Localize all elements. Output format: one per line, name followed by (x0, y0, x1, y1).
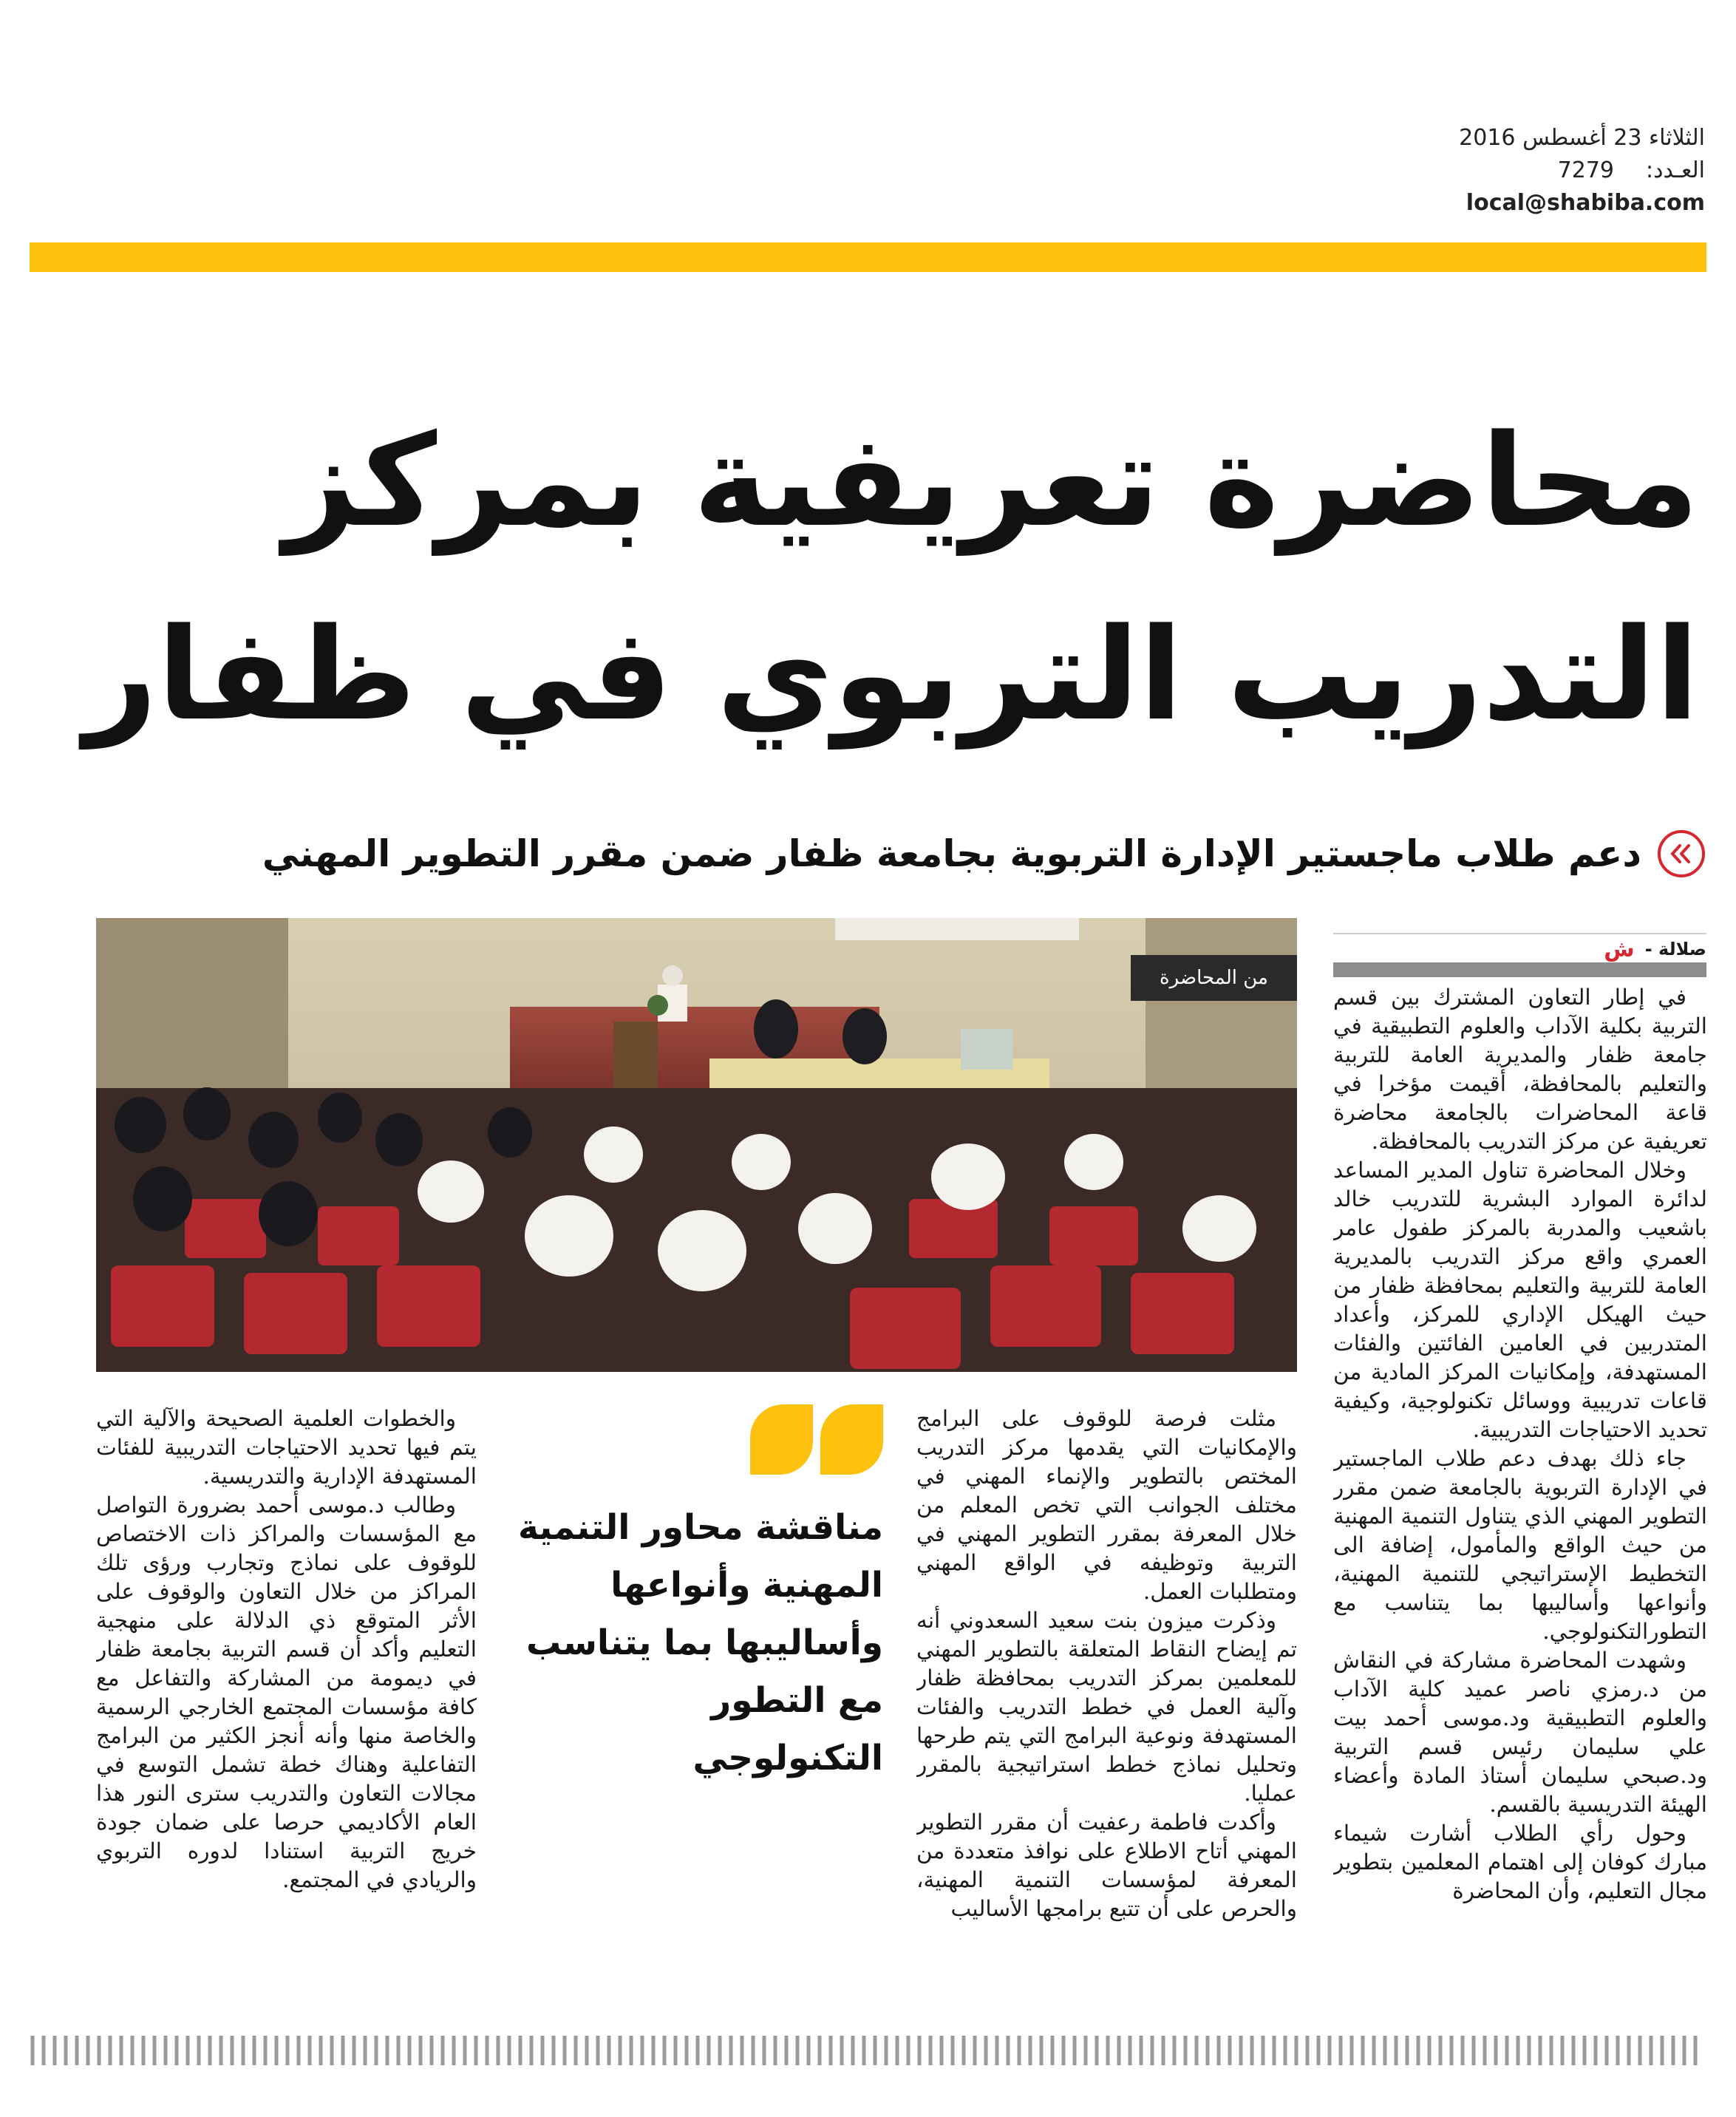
lecture-hall-illustration (96, 918, 1297, 1372)
pull-quote-line: مع التطور التكنولوجي (692, 1680, 883, 1778)
headline (30, 384, 1699, 772)
pull-quote-line: مناقشة محاور التنمية (518, 1507, 883, 1548)
byline-city: صلالة - (1644, 939, 1706, 959)
paragraph: وشهدت المحاضرة مشاركة في النقاش من د.رمزي ناصر عميد كلية الآداب والعلوم التطبيقية ود.موسى أحمد بيت علي سليمان رئيس قسم التربية ود.صبحي سليمان أستاذ المادة وأعضاء الهيئة التدريسية بالقسم. (1333, 1648, 1707, 1817)
pull-quote-line: المهنية وأنواعها (610, 1565, 883, 1605)
bottom-rule (30, 2033, 1706, 2068)
quote-mark-icon (510, 1404, 883, 1481)
article-column-2 (916, 1404, 1297, 1966)
headline-line-2: التدريب التربوي في ظفار (84, 600, 1699, 749)
pull-quote-block (510, 1404, 883, 1787)
article-column-4 (96, 1404, 477, 1966)
contact-email[interactable]: local@shabiba.com (1466, 190, 1705, 216)
issue-date: الثلاثاء 23 أغسطس 2016 (1459, 125, 1705, 151)
byline (1333, 933, 1706, 964)
paragraph: وأكدت فاطمة رعفيت أن مقرر التطوير المهني أتاح الاطلاع على نوافذ متعددة من المعرفة لمؤسسات التنمية المهنية، والحرص على أن تتبع برامجها الأساليب (916, 1810, 1297, 1921)
issue-number: 7279 (1557, 157, 1614, 183)
headline-line-1: محاضرة تعريفية بمركز (283, 407, 1699, 555)
paragraph: وطالب د.موسى أحمد بضرورة التواصل مع المؤسسات والمراكز ذات الاختصاص للوقوف على نماذج وتجارب ورؤى تلك المراكز من خلال التعاون والوقوف على الأثر المتوقع ذي الدلالة على منهجية التعليم وأكد أن قسم التربية بجامعة ظفار في ديمومة من المشاركة والتفاعل مع كافة مؤسسات المجتمع الخارجي الرسمية والخاصة منها وأنه أنجز الكثير من البرامج التفاعلية وهناك خطة تشمل التوسع في مجالات التعاون والتدريب سترى النور هذا العام الأكاديمي حرصا على ضمان جودة خريج التربية استنادا لدوره التربوي والريادي في المجتمع. (96, 1492, 477, 1892)
paragraph: والخطوات العلمية الصحيحة والآلية التي يتم فيها تحديد الاحتياجات التدريبية للفئات المستهدفة الإدارية والتدريسية. (96, 1406, 477, 1489)
paragraph: وذكرت ميزون بنت سعيد السعدوني أنه تم إيضاح النقاط المتعلقة بالتطوير المهني للمعلمين بمركز التدريب بمحافظة ظفار وآلية العمل في خطط التدريب والفئات المستهدفة ونوعية البرامج التي يتم طرحها وتحليل نماذج خطط استراتيجية بالمقرر عمليا. (916, 1608, 1297, 1806)
paragraph: وخلال المحاضرة تناول المدير المساعد لدائرة الموارد البشرية للتدريب خالد باشعيب والمدربة بالمركز طفول عامر العمري واقع مركز التدريب بالمديرية العامة للتربية والتعليم بمحافظة ظفار من حيث الهيكل الإداري للمركز، وأعداد المتدربين في العامين الفائتين والفئات المستهدفة، وإمكانيات المركز المادية من قاعات تدريبية ووسائل تكنولوجية، وكيفية تحديد الاحتياجات التدريبية. (1333, 1158, 1707, 1442)
subtitle: دعم طلاب ماجستير الإدارة التربوية بجامعة ظفار ضمن مقرر التطوير المهني (262, 832, 1641, 875)
pull-quote-line: وأساليبها بما يتناسب (525, 1622, 883, 1663)
byline-bar (1333, 962, 1706, 977)
paragraph: مثلت فرصة للوقوف على البرامج والإمكانيات التي يقدمها مركز التدريب المختص بالتطوير والإنماء المهني في مختلف الجوانب التي تخص المعلم من خلال المعرفة بمقرر التطوير المهني في التربية وتوظيفه في الواقع المهني ومتطلبات العمل. (916, 1406, 1297, 1604)
section-color-bar (30, 242, 1706, 272)
double-chevron-icon (1658, 830, 1705, 877)
paragraph: جاء ذلك بهدف دعم طلاب الماجستير في الإدارة التربوية بالجامعة ضمن مقرر التطوير المهني الذي يتناول التنمية المهنية من حيث الواقع والمأمول، إضافة الى التخطيط الإستراتيجي للتنمية المهنية، وأنواعها وأساليبها بما يتناسب مع التطورالتكنولوجي. (1333, 1446, 1707, 1644)
paragraph: وحول رأي الطلاب أشارت شيماء مبارك كوفان إلى اهتمام المعلمين بتطوير مجال التعليم، وأن المحاضرة (1333, 1821, 1707, 1903)
photo-caption: من المحاضرة (1131, 955, 1297, 1001)
paragraph: في إطار التعاون المشترك بين قسم التربية بكلية الآداب والعلوم التطبيقية في جامعة ظفار والمديرية العامة للتربية والتعليم بالمحافظة، أقيمت مؤخرا في قاعة المحاضرات بالجامعة محاضرة تعريفية عن مركز التدريب بالمحافظة. (1333, 985, 1707, 1154)
issue-label: العـدد: (1646, 157, 1705, 183)
lecture-photo (96, 918, 1297, 1372)
article-column-1 (1333, 983, 1707, 1966)
newspaper-logo-mark: ش (1604, 936, 1635, 962)
subtitle-row (44, 824, 1705, 883)
pull-quote (510, 1499, 883, 1787)
